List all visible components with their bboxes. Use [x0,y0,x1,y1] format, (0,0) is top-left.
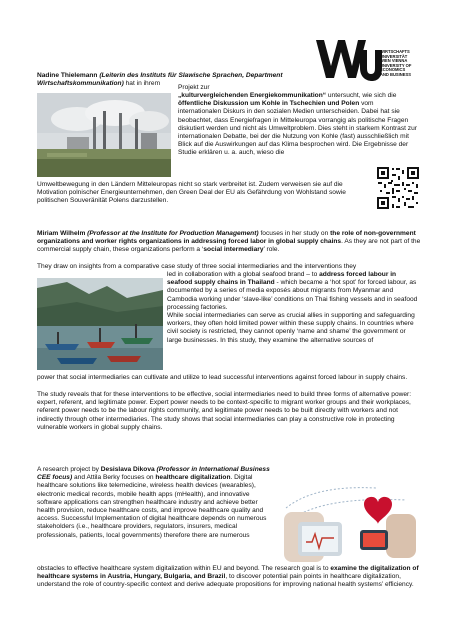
logo-line: AND BUSINESS [380,71,411,77]
logo-line: WIEN VIENNA [380,58,408,64]
section2-text: ’ role. [263,246,280,254]
section2-bold1: the role of non-government organizations and worker rights organizations in addressing forced labor in global supply chains [37,230,416,246]
section1-bold-phrase: öffentliche Diskussion um Kohle in Tschechien und Polen [178,100,360,108]
section3-text: obstacles to effective healthcare system digitalization within EU and beyond. The research goal is to [37,565,331,572]
wu-logo-text [380,50,411,78]
section3-body [37,466,273,540]
section2-full-b: The study reveals that for these interventions to be effective, social intermediaries need to build three forms of alternative power: expert, referent, and legitimate power. Expert power needs to be context-specific to migrant worker groups and their workplaces, referent power needs to be the labour rights community, and legitimate power needs to be built directly with workers and not indirectly through other intermediaries. The study shows that social intermediaries can play a constructive role in protecting vulnerable workers in global supply chains. [37,391,412,431]
project-title: „kulturvergleichenden Energiekommunikation“ [178,92,327,99]
logo-line: WIRTSCHAFTS [380,49,410,54]
section2-right-bold: address forced labour in seafood supply chains in Thailand [167,271,397,287]
section2-text: led in collaboration with a global seafood brand – to [167,271,320,278]
section1-body [178,92,418,158]
section1-text: untersucht, wie sich die [326,92,397,99]
section3-full-bold: examine the digitalization of healthcare systems in Austria, Hungary, Bulgaria, and Brazil [37,565,419,581]
section2-text: - which became a ‘hot spot’ for forced labour, as documented by a series of media exposés about migrants from Myanmar and Cambodia working under ‘slave-like’ conditions on Thai fishing vessels and in seafood processing factories. [167,279,418,311]
section2-line: They draw on insights from a comparative case study of three social intermediaries and the interventions they [37,263,357,270]
section2-right-column [167,271,421,345]
section2-intro [37,230,421,255]
section2-bold2: social intermediary [203,246,264,254]
section3-text: and Attila Berky focuses on [72,474,156,482]
wu-logo [314,38,422,94]
logo-line: ECONOMICS [380,67,406,73]
qr-code [376,166,420,210]
section2-text: focuses in her study on [258,230,331,237]
section2-text: . As they are not part of the commercial supply chain, these organizations perform a ‘ [37,238,421,254]
power-plant-photo [37,93,171,177]
section1-author-role: (Leiterin des Instituts für Slawische Sprachen, Department Wirtschaftskommunikation) [37,72,283,88]
digital-health-photo [276,472,422,568]
section1-text: vom internationalen Diskurs in den sozialen Medien unterscheiden. Dabei hat sie beobachtet, dass Energiefragen in Mitteleuropa vorrangig als politische Fragen diskutiert werden und nicht als Umweltproblem. Dies steht in starkem Kontrast zur internationalen Debatte, bei der die Nutzung von Kohle (fast) ausschließlich mit Blick auf die Auswirkungen auf das Klima besprochen wird. Die Ergebnisse der Studie erklären u. a. auch, wieso die [178,100,417,157]
logo-line: UNIVERSITY OF [380,62,412,68]
section2-author-role: (Professor at the Institute for Production Management) [87,230,259,237]
section1-intro: hat in ihrem [123,80,161,88]
section3-bold-topic: healthcare digitalization [155,474,231,482]
wu-logo-mark [314,38,382,82]
section1-author: Nadine Thielemann [37,72,98,79]
section2-author: Miriam Wilhelm [37,230,86,237]
section1-line: Projekt zur [178,84,210,91]
fishing-boats-photo [37,278,163,370]
section3-text: . Digital healthcare solutions like telemedicine, wireless health devices (wearables), electronic medical records, mobile health apps (mHealth), and innovative software applications can strengthen healthcare industry and achieve better health provision, reduce healthcare costs, and improve healthcare quality and access. Successful Implementation of digital healthcare depends on numerous stakeholders (i.e., healthcare providers, regulators, insurers, medical professionals, patients, local governments) therefore there are numerous [37,474,267,539]
section3-full-width [37,565,421,590]
section3-text: A research project by [37,466,101,473]
section2-full-a: power that social intermediaries can cultivate and utilize to lead successful interventions against forced labour in supply chains. [37,374,408,381]
section3-author-role: (Professor in International Business CEE focus) [37,466,270,482]
section1-full-width: Umweltbewegung in den Ländern Mitteleuropas nicht so stark verbreitet ist. Zudem verweisen sie auf die Motivation polnischer Energieunternehmen, den Green Deal der EU als Gefährdung von Wohlstand sowie politischen Souveränität Polens darzustellen. [37,181,346,205]
section3-text: , to discover potential pain points in healthcare digitalization, understand the role of country-specific context and derive adequate propositions for improving national health systems’ efficiency. [37,573,414,589]
section3-author: Desislava Dikova [100,466,155,473]
logo-line: UNIVERSITÄT [380,53,408,59]
section2-text: While social intermediaries can serve as crucial allies in supporting and safeguarding workers, they often hold limited power within these supply chains. In countries where civil society is restricted, they cannot openly ‘name and shame’ the government or large businesses. In this study, they examine the alternative sources of [167,312,415,344]
